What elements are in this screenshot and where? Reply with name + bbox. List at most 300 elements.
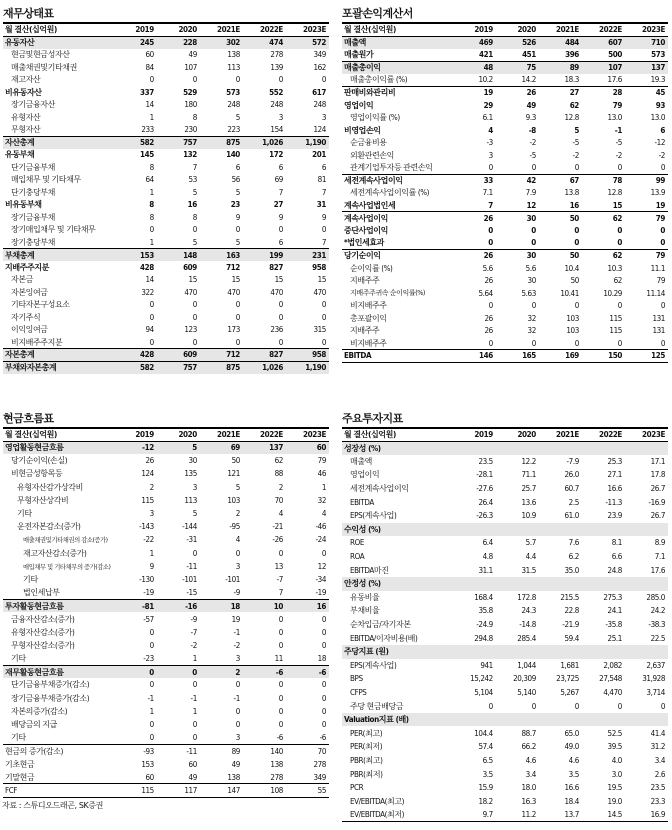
row-label: 지배주주지분	[5, 262, 49, 272]
cell-value: 19.0	[607, 796, 622, 806]
row-label: EV/EBITDA(최고)	[350, 796, 405, 806]
cell-value	[496, 523, 539, 537]
cell-value: 18	[317, 653, 326, 663]
cell-value: 302	[200, 36, 243, 49]
row-label: 비유동자산	[5, 87, 42, 97]
cell-value: 0	[149, 732, 154, 742]
cell-value: 428	[114, 349, 157, 362]
cell-value: 31.1	[478, 565, 493, 575]
table-row	[342, 455, 668, 469]
cell-value: 30	[527, 276, 536, 286]
row-label: FCF	[3, 784, 114, 797]
cell-value: 451	[522, 50, 536, 60]
row-label: EBITDA/이자비용(배)	[350, 633, 418, 643]
cell-value	[539, 523, 582, 537]
cell-value: 70	[274, 495, 283, 505]
cell-value: 23	[230, 200, 240, 210]
row-label: 지배주주	[350, 326, 380, 336]
header-row	[342, 23, 668, 36]
table-row	[3, 224, 329, 237]
balance-sheet-panel	[3, 6, 329, 374]
cell-value: -95	[229, 522, 240, 532]
cell-value: 29	[483, 100, 493, 110]
cell-value: 2	[149, 482, 154, 492]
cell-value: 5.7	[525, 538, 536, 548]
table-row	[3, 249, 329, 262]
cell-value: 14.5	[607, 810, 622, 820]
cell-value: 0	[321, 693, 326, 703]
header-year: 2022E	[599, 430, 622, 440]
cell-value: 0	[574, 225, 579, 235]
cell-value: 0	[278, 614, 283, 624]
table-row	[342, 249, 668, 262]
cell-value: 26.4	[478, 497, 493, 507]
cell-value: 582	[114, 136, 157, 149]
table-row	[342, 36, 668, 49]
row-label: 유동자산	[3, 36, 114, 49]
row-label: 장기매입채무 및 기타채무	[11, 225, 96, 235]
cell-value: 16	[187, 200, 197, 210]
cell-value: -144	[182, 522, 197, 532]
cell-value: 470	[227, 287, 240, 297]
cell-value: 12.2	[521, 456, 536, 466]
cell-value: 35.0	[564, 565, 579, 575]
table-row	[342, 124, 668, 137]
table-row	[342, 274, 668, 287]
cell-value: 4.0	[611, 755, 622, 765]
table-row	[3, 324, 329, 337]
cell-value: 0	[235, 75, 240, 85]
cell-value: 1	[149, 706, 154, 716]
cell-value: 15	[188, 275, 197, 285]
cell-value: 2,637	[646, 660, 665, 670]
cell-value: 115	[609, 326, 622, 336]
cell-value: 25.3	[607, 456, 622, 466]
cell-value: 153	[141, 759, 154, 769]
cell-value: 0	[617, 301, 622, 311]
cell-value: 41.4	[650, 728, 665, 738]
cell-value: 4,470	[603, 687, 622, 697]
header-year: 2022E	[260, 430, 283, 440]
row-label: 자기주식	[11, 312, 41, 322]
cell-value: 3	[321, 112, 326, 122]
row-label: 장기충당부채	[11, 237, 55, 247]
cell-value: 0	[574, 162, 579, 172]
cell-value: 23,725	[556, 674, 579, 684]
cell-value: 12.8	[564, 113, 579, 123]
key-indicators-panel	[342, 411, 668, 822]
cell-value: 1,026	[243, 136, 286, 149]
cell-value: 0	[192, 337, 197, 347]
table-row	[3, 86, 329, 99]
cell-value: 875	[200, 361, 243, 374]
table-row	[342, 645, 668, 659]
cell-value: 33	[453, 174, 496, 187]
cell-value: 121	[227, 469, 240, 479]
cell-value: 50	[539, 212, 582, 225]
row-label: 주당지표 (원)	[342, 645, 453, 659]
cell-value: 60	[286, 441, 329, 454]
table-row	[342, 212, 668, 225]
cell-value: 78	[582, 174, 625, 187]
cell-value: 20,309	[513, 674, 536, 684]
cell-value: -81	[114, 599, 157, 612]
cell-value: 0	[149, 75, 154, 85]
cell-value: 79	[625, 212, 668, 225]
row-label: ROE	[350, 538, 365, 548]
cell-value: 31	[316, 200, 326, 210]
row-label: 지배주주	[350, 276, 380, 286]
cell-value: 115	[114, 784, 157, 797]
row-label: 기타	[23, 574, 38, 584]
cell-value: 14	[145, 100, 154, 110]
table-row	[342, 99, 668, 112]
row-label: 장기금융부채증가(감소)	[11, 693, 90, 703]
cell-value: 10.29	[603, 288, 622, 298]
cell-value: 131	[652, 313, 665, 323]
cell-value	[582, 523, 625, 537]
cell-value	[582, 441, 625, 455]
cell-value: 6	[278, 162, 283, 172]
cell-value: 0	[321, 614, 326, 624]
row-label: 매출액	[342, 36, 453, 49]
cell-value: 60.7	[564, 484, 579, 494]
cell-value: 10.3	[607, 263, 622, 273]
cell-value: 8	[192, 112, 197, 122]
cell-value: -57	[143, 614, 154, 624]
cell-value: 3	[278, 112, 283, 122]
cell-value: 0	[278, 720, 283, 730]
cell-value: 428	[140, 262, 154, 272]
row-label: 매출원가	[344, 50, 374, 60]
cell-value: 0	[149, 720, 154, 730]
cell-value: 19	[655, 200, 665, 210]
cell-value: -27.6	[476, 484, 493, 494]
row-label: 재고자산	[11, 75, 41, 85]
cell-value: 60	[145, 772, 154, 782]
cell-value	[453, 713, 496, 727]
cell-value: 1	[149, 548, 154, 558]
header-year: 2019	[135, 25, 154, 35]
cell-value: 1	[149, 112, 154, 122]
cell-value: 0	[149, 627, 154, 637]
cell-value: 49	[231, 759, 240, 769]
table-row	[3, 678, 329, 691]
cell-value: 230	[184, 125, 197, 134]
table-row	[342, 726, 668, 740]
cell-value: 113	[227, 62, 240, 72]
cell-value: 573	[226, 87, 240, 97]
cell-value: 25.1	[607, 633, 622, 643]
cell-value: 1,044	[517, 660, 536, 670]
cell-value: 17.1	[650, 456, 665, 466]
cell-value: 0	[321, 627, 326, 637]
cell-value: 24.3	[521, 606, 536, 616]
cell-value: 2,082	[603, 660, 622, 670]
cell-value: 13.9	[650, 188, 665, 198]
row-label: 기타	[11, 732, 26, 742]
cell-value: 163	[200, 249, 243, 262]
header-row	[3, 23, 329, 36]
cell-value: 5	[192, 237, 197, 247]
table-row	[342, 794, 668, 808]
row-label: 비지배주주지분	[11, 337, 63, 347]
cell-value: -21	[272, 522, 283, 532]
cell-value: 180	[184, 100, 197, 110]
table-row	[3, 494, 329, 507]
cell-value: 18	[200, 599, 243, 612]
cell-value: 470	[270, 287, 283, 297]
row-label: 중단사업이익	[344, 225, 388, 235]
row-label: 매입채무 및 기타채무의 증가(감소)	[23, 563, 111, 571]
table-row	[3, 665, 329, 678]
cell-value: 0	[488, 225, 493, 235]
cell-value: 0	[531, 701, 536, 711]
table-row	[3, 286, 329, 299]
table-row	[342, 161, 668, 174]
cell-value: 0	[660, 238, 665, 248]
table-row	[3, 49, 329, 62]
row-label: 유동부채	[5, 150, 35, 160]
cell-value: 8	[149, 212, 154, 222]
cell-value: 5	[235, 112, 240, 122]
cell-value	[582, 645, 625, 659]
table-row	[3, 174, 329, 187]
cell-value: 7.1	[482, 188, 493, 198]
cell-value: 4.6	[525, 755, 536, 765]
cell-value: 22.5	[650, 633, 665, 643]
balance-sheet-table	[3, 22, 329, 374]
row-label: 판매비와관리비	[342, 86, 453, 99]
table-row	[342, 495, 668, 509]
cell-value: 607	[582, 36, 625, 49]
cell-value: 201	[312, 150, 326, 160]
cell-value: 146	[453, 350, 496, 363]
table-row	[3, 599, 329, 612]
cell-value: 30	[188, 456, 197, 466]
cell-value: 55	[286, 784, 329, 797]
row-label: 단기금융부채	[11, 162, 55, 172]
cell-value: 115	[609, 313, 622, 323]
cell-value: 4	[278, 509, 283, 519]
table-row	[342, 468, 668, 482]
cell-value: -12	[114, 441, 157, 454]
cell-value: 14	[145, 275, 154, 285]
cell-value: 5	[192, 187, 197, 197]
cell-value: -7.9	[566, 456, 579, 466]
cell-value: 3.4	[654, 755, 665, 765]
cell-value: 3	[488, 150, 493, 160]
table-row	[3, 586, 329, 599]
cell-value: 26.7	[650, 484, 665, 494]
header-year: 2019	[474, 25, 493, 35]
cell-value: 609	[183, 262, 197, 272]
cell-value: 0	[278, 693, 283, 703]
cell-value: 5.6	[525, 263, 536, 273]
cell-value: 27	[273, 200, 283, 210]
cell-value: 6	[235, 162, 240, 172]
row-label: BPS	[350, 674, 363, 684]
table-row	[3, 573, 329, 586]
row-label: 안정성 (%)	[342, 577, 453, 591]
cell-value: 173	[227, 325, 240, 335]
table-row	[3, 149, 329, 162]
cell-value: 27.1	[607, 470, 622, 480]
cell-value: 7	[278, 587, 283, 597]
cell-value: 124	[313, 125, 326, 134]
cell-value: -34	[315, 574, 326, 584]
table-row	[3, 718, 329, 731]
table-row	[342, 224, 668, 237]
cell-value: 0	[278, 300, 283, 310]
table-row	[342, 672, 668, 686]
cell-value: 64	[145, 175, 154, 185]
cell-value: 0	[192, 732, 197, 742]
header-year: 2019	[474, 430, 493, 440]
cell-value: 13.6	[521, 497, 536, 507]
table-row	[342, 523, 668, 537]
cell-value: 124	[141, 469, 154, 479]
row-label: 주당 현금배당금	[350, 701, 404, 711]
cell-value: 0	[660, 301, 665, 311]
table-row	[3, 652, 329, 665]
cell-value: 12	[526, 200, 536, 210]
cell-value: 8.1	[611, 538, 622, 548]
cell-value: 135	[184, 469, 197, 479]
cell-value: -11.3	[605, 497, 622, 507]
cell-value: 0	[617, 338, 622, 348]
cell-value: 8	[192, 212, 197, 222]
cell-value: 172.8	[517, 592, 536, 602]
header-label: 월 결산(십억원)	[5, 25, 57, 35]
cell-value: 22.8	[564, 606, 579, 616]
cell-value: 19.5	[607, 783, 622, 793]
cell-value: 15.9	[478, 783, 493, 793]
cell-value: 28	[582, 86, 625, 99]
header-year: 2019	[135, 430, 154, 440]
cell-value: 17.6	[607, 75, 622, 85]
cell-value: 107	[582, 61, 625, 74]
cell-value: 13.7	[564, 810, 579, 820]
row-label: 비현금성항목등	[11, 469, 63, 479]
cell-value: 0	[660, 162, 665, 172]
cell-value: -22	[143, 535, 154, 545]
cell-value: 138	[227, 772, 240, 782]
table-row	[3, 36, 329, 49]
cell-value: 172	[269, 150, 283, 160]
table-row	[3, 161, 329, 174]
cell-value: 7	[488, 200, 493, 210]
source-note: 자료 : 스튜디오드래곤, SK증권	[2, 801, 103, 810]
cell-value: 827	[243, 349, 286, 362]
cell-value: 93	[655, 100, 665, 110]
cell-value: 62	[569, 100, 579, 110]
cell-value: 15	[612, 200, 622, 210]
cell-value	[625, 713, 668, 727]
cell-value: 941	[480, 660, 493, 670]
cell-value: 26	[484, 326, 493, 336]
cell-value: 50	[539, 249, 582, 262]
cell-value: -5	[615, 138, 622, 148]
table-row	[3, 692, 329, 705]
panel-title: 주요투자지표	[342, 412, 403, 425]
table-row	[342, 49, 668, 62]
cell-value	[453, 577, 496, 591]
row-label: 성장성 (%)	[342, 441, 453, 455]
cell-value: 32	[527, 326, 536, 336]
cell-value	[453, 645, 496, 659]
cell-value	[496, 577, 539, 591]
cell-value: 18.4	[564, 796, 579, 806]
table-row	[3, 199, 329, 212]
cell-value: 228	[157, 36, 200, 49]
row-label: 매출액	[350, 456, 372, 466]
cell-value: 11.14	[646, 288, 665, 298]
cell-value: 0	[488, 238, 493, 248]
cell-value: 16.6	[564, 783, 579, 793]
row-label: 자산총계	[3, 136, 114, 149]
cell-value: 5.6	[482, 263, 493, 273]
row-label: 무형자산상각비	[17, 495, 69, 505]
cell-value: 24.8	[607, 565, 622, 575]
table-row	[342, 536, 668, 550]
row-label: 무형자산감소(증가)	[11, 640, 75, 650]
cell-value: 349	[313, 50, 326, 60]
header-label: 월 결산(십억원)	[5, 430, 57, 440]
cell-value: 5,267	[560, 687, 579, 697]
table-row	[342, 86, 668, 99]
cell-value: 0	[574, 238, 579, 248]
cell-value: 15,242	[470, 674, 493, 684]
cell-value: 0	[488, 338, 493, 348]
table-row	[3, 705, 329, 718]
row-label: 자본금	[11, 275, 33, 285]
cell-value: 50	[570, 276, 579, 286]
table-row	[3, 136, 329, 149]
cell-value: -143	[139, 522, 154, 532]
cell-value: 113	[184, 495, 197, 505]
table-row	[3, 547, 329, 560]
header-year: 2020	[178, 430, 197, 440]
cell-value: 12	[317, 561, 326, 571]
panel-title: 포괄손익계산서	[342, 7, 413, 20]
row-label: PCR	[350, 783, 364, 793]
cell-value: 17.6	[650, 565, 665, 575]
cell-value: 57.4	[478, 742, 493, 752]
row-label: 비영업손익	[344, 125, 381, 135]
table-row	[342, 299, 668, 312]
table-row	[3, 99, 329, 112]
cell-value: 2	[235, 509, 240, 519]
cell-value: 25.7	[521, 484, 536, 494]
cell-value: 18.2	[478, 796, 493, 806]
row-label: 이익잉여금	[11, 325, 48, 335]
cell-value: 9	[149, 561, 154, 571]
table-row	[3, 758, 329, 771]
row-label: 투자활동현금흐름	[3, 599, 114, 612]
row-label: 기말현금	[5, 772, 35, 782]
cell-value: 5	[192, 509, 197, 519]
cell-value: 0	[660, 225, 665, 235]
cell-value: -24	[315, 535, 326, 545]
cell-value: 168.4	[474, 592, 493, 602]
table-row	[342, 686, 668, 700]
table-row	[3, 612, 329, 625]
cell-value	[453, 441, 496, 455]
cell-value: 23.9	[607, 511, 622, 521]
table-row	[3, 336, 329, 349]
row-label: 부채총계	[3, 249, 114, 262]
